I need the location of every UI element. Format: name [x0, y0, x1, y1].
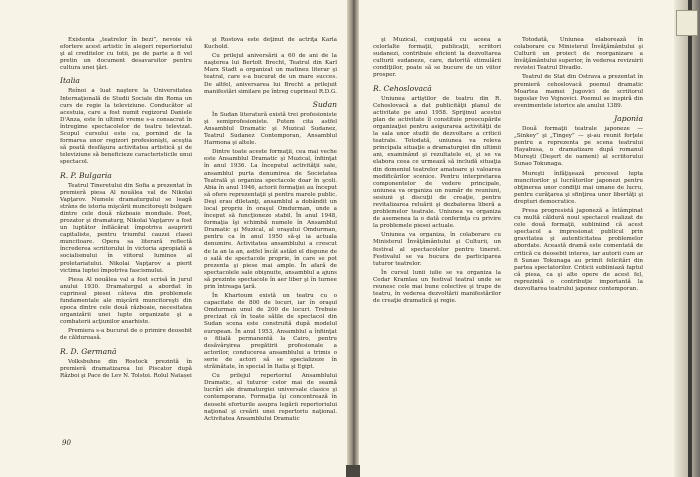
paragraph: În Khartoum există un teatru cu o capacitate de 800 de locuri, iar în oraşul Omdurman unul de 200 de locuri. Trebuie precizat că în toate sălile de spectacol din Sudan scena este construită după modelul european. În anul 1953, Ansamblul a înfiinţat o filială permanentă la Cairo, pentru desăvârşirea pregătirii profesionale a actorilor, conducerea ansamblului a trimis o serie de actori să se specializeze în străinătate, în special în Italia şi Egipt.: [204, 293, 337, 371]
section-heading: R. D. Germană: [60, 346, 117, 356]
page-number: 90: [62, 439, 71, 447]
paragraph: Uniunea va organiza, în colaborare cu Ministerul Învăţământului şi Culturii, un festival al spectacolelor pentru tineret. Festivalul se va bucura de participarea tuturor teatrelor.: [373, 232, 501, 267]
book-spine: [347, 0, 359, 477]
paragraph: Totodată, Uniunea elaborează în colaborare cu Ministerul Învăţământului şi Culturii un proiect de reorganizare a învăţământului superior, în vederea revizuirii revistei Teatrul Divadlo.: [514, 37, 643, 72]
paragraph: Cu prilejul aniversării a 60 de ani de la naşterea lui Bertolt Brecht, Teatrul din Karl Marx Stadt a organizat un matineu literar şi teatral, care s-a bucurat de un mare succes. De altfel, aniversarea lui Brecht a prilejuit manifestări similare pe întreg cuprinsul R.D.G.: [204, 53, 337, 95]
left-page-column-1: [60, 37, 192, 382]
paragraph: În Sudan literatură există trei profesioniste şi semiprofesioniste. Putem cita astfel Ansamblul Dramatic şi Muzical Sudanez, Teatrul Sudanez Contemporan, Ansamblul Harmona şi altele.: [204, 111, 337, 147]
left-page-column-2: [204, 37, 337, 425]
paragraph: Teatrul de Stat din Ostrava a prezentat în premieră cehoslovacă poemul dramatic Moartea mamei Jugovici de scriitorul iugoslav Ivo Vojnovici. Poemul se inspiră din evenimentele istorice ale anului 1389.: [514, 74, 643, 109]
section-heading: Italia: [60, 76, 80, 86]
spine-bottom: [346, 465, 360, 477]
book-cover-edge: [674, 0, 700, 477]
paragraph: Existenta „teatrelor în bezi”, nevoie vã efortere acest artistic în alegeri repertoriului şi al creditelor cu totii, pe de parte a fi vel pretin un document desavarsitor pentru cultura unei ţări.: [60, 37, 192, 72]
paragraph: Mureşti înfăţişează procesul lupta muncitorilor şi lucrătorilor japonezi pentru obţinerea unor condiţii mai umane de lucru, pentru curăţarea şi sfinţirea unor libertăţi şi drepturi democratice.: [514, 170, 643, 205]
section-heading: Japonia: [614, 113, 643, 123]
section-heading: Sudan: [312, 99, 337, 109]
paragraph: În cursul lunii iulie se va organiza la Cedar Kramlau un festival teatral unde se reunesc cele mai bune colective şi trupe de teatru, în vederea dezvoltării manifestărilor de creaţie dramatică şi regie.: [373, 269, 501, 305]
paragraph: Presa progresistă japoneză a întâmpinat cu multă căldură noul spectacol realizat de cele două formaţii, subliniind că acest spectacol a impresionat publicul prin gravitatea şi autenticitatea problemelor abordate. Această dramă este comentată de critică cu deosebit interes, iar autorii cum ar fi Sunao Tokunaga au primit felicitări din partea spectatorilor. Criticii subliniază faptul că piesa, ca şi alte opere de acest fel, reprezintă o contribuţie importantă la dezvoltarea teatrului japonez contemporan.: [514, 207, 643, 292]
section-heading: R. Cehoslovacă: [373, 83, 432, 93]
paragraph: Dintre toate aceste formaţii, cea mai veche este Ansamblul Dramatic şi Muzical, înfiinţat în anul 1936. La începutul activităţii sale, ansamblul purta denumirea de Societatea Teatrală şi organiza spectacole doar în şcoli. Abia în anul 1946, actorii formaţiei au început să ofere reprezentaţii şi pentru marele public. Deşi erau diletanţi, ansamblul a dobândit un local propriu în oraşul Omdurman, unde a început să funcţioneze stabil. În anul 1948, formaţia îşi schimbă numele în Ansamblul Dramatic şi Muzical, al oraşului Omdurman, pentru ca în anul 1950 să-şi ia actuala denumire. Activitatea ansamblului a crescut de la an la an, astfel încât astăzi el dispune de o sală de spectacole proprie, în care se pot prezenta şi piese mai ample. În afară de spectacolele sale obişnuite, ansamblul a ajuns să prezinte spectacole în aer liber şi în turnee prin întreaga ţară.: [204, 149, 337, 290]
paragraph: Piesa Al nouălea val a fost scrisă în jurul anului 1930. Dramaturgul a abordat în cuprinsul piesei câteva din problemele fundamentale ale mişcării muncitoreşti din epoca dintre cele două războaie, necesitatea organizării unei lupte organizate şi a combaterii acţiunilor anarhiste.: [60, 276, 192, 326]
paragraph: Teatrul Tineretului din Sofia a prezentat în premieră piesa Al nouălea val de Nikolai Vapţarov. Numele dramaturgului se leagă strâns de istoria mişcării muncitoreşti bulgare dintre cele două războaie mondiale. Poet, prozator şi dramaturg, Nikolai Vapţarov a fost un luptător înflăcărat împotriva asupririi capitaliste, pentru triumful cauzei clasei muncitoare. Opera sa literară reflectă încrederea scriitorului în victoria apropiată a socialismului în viitorul luminos al proletariatului. Nikolai Vapţarov a pierit victima luptei împotriva fascismului.: [60, 182, 192, 274]
right-page-column-1: [373, 37, 501, 307]
paragraph: Uniunea artiştilor de teatru din R. Cehoslovacă a dat publicităţii planul de activitate pe anul 1958. Sprijinul acestui plan de activitate îl constituie preocupările organizaţiei pentru asigurarea activităţii de la sala unor studii de dezvoltare a criticii teatrale. Totodată, uniunea va releva principala situaţie a dramaturgiei din ultimii ani, examinând şi rezultatele ei, şi se va elabora ceea ce urmează să includă situaţia din domeniul teatrelor amatoare şi valoarea modificărilor scenice. Pentru interpretarea componentelor de vedere principale, uniunea va organiza un număr de reuniuni, sesiuni şi discuţii de creaţie, pentru revitalizarea reluării şi dezbaterea liberă a problemelor teatrale. Uniunea va organiza de asemenea la o dată conferinţa cu privire la problemele piesei actuale.: [373, 95, 501, 230]
paragraph: şi Muzical, conjugată cu aceea a celorlalte formaţii, publicaţii, scriitori sudanezi, contribuie eficient la dezvoltarea culturii sudaneze, care, datorită stimulării condiţiilor, poate să se bucure de un viitor prosper.: [373, 37, 501, 79]
paragraph: Cu prilejul repertoriul Ansamblului Dramatic, al tuturor celor mai de seamă lucrări ale dramaturgiei universale clasice şi contemporane. Formaţia îşi concentrează în deosebi eforturile asupra legării repertoriului naţional şi creării unei repertoriu naţional. Activitatea Ansamblului Dramatic: [204, 373, 337, 422]
paragraph: Două formaţii teatrale japoneze — „Sinkey” şi „Tingey” — şi-au reunit forţele pentru a reprezenta pe scena teatrului Hayabusa, o dramatizare după romanul Mureşti (Deşert de oameni) al scriitorului Sunao Tokunaga.: [514, 125, 643, 168]
bookmark-tab: [676, 10, 698, 36]
paragraph: Volksbuhne din Rostock prezintă în premieră dramatizarea lui Piscator după Război şi Pace de Lev N. Tolstoi. Rolul Natașei: [60, 358, 192, 379]
section-heading: R. P. Bulgaria: [60, 170, 112, 180]
paragraph: Premiera s-a bucurat de o primire deosebit de călduroasă.: [60, 328, 192, 342]
right-page-column-2: [514, 37, 643, 295]
paragraph: Reînoi a luat naştere la Universitatea Internaţională de Studii Sociale din Roma un curs de regie la televiziune. Conducător al acestuia, care a fost numit regizorul Daniele D'Anza, este în ultimii vreme s-a consacrat în întregime spectacolelor de teatru televizat. Scopul cursului este ca, pornind de la formarea unor regizori profesionişti, aceştia să poată desfăşura activitatea artistică şi de televiziune să beneficieze caracteristicile unui spectacol.: [60, 88, 192, 166]
paragraph: şi Rostova este deţinut de actriţa Karla Kuchold.: [204, 37, 337, 51]
